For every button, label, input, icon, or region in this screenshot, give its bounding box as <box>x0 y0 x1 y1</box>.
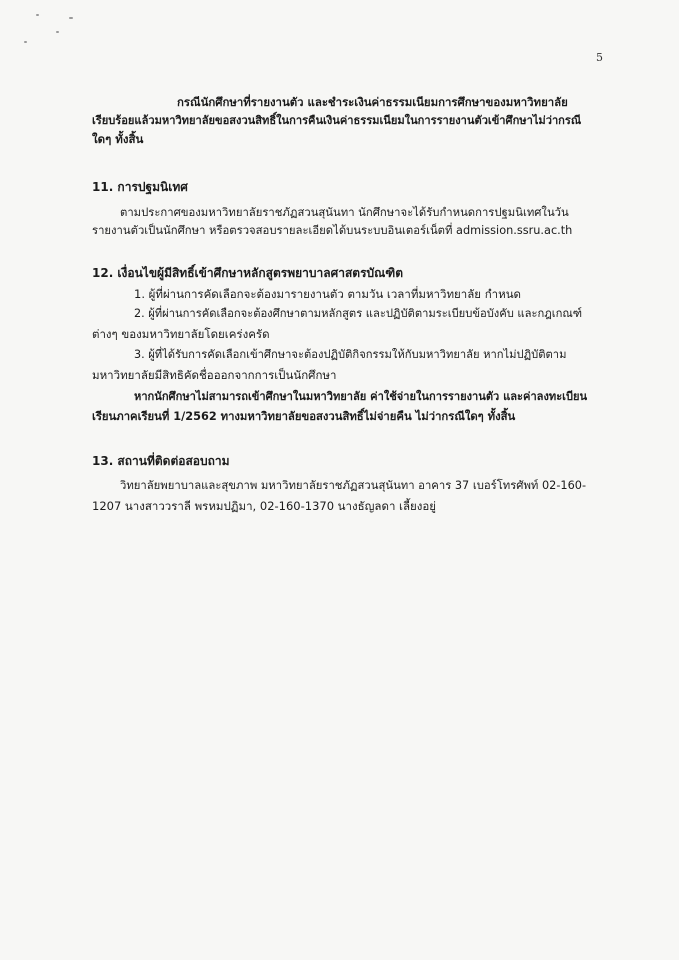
section-13-line-2: 1207 นางสาววราลี พรหมปฏิมา, 02-160-1370 นางธัญลดา เลี้ยงอยู่ <box>92 499 437 513</box>
scan-speck <box>69 17 73 19</box>
intro-line-1: กรณีนักศึกษาที่รายงานตัว และชำระเงินค่าธรรมเนียมการศึกษาของมหาวิทยาลัย <box>177 95 568 109</box>
section-12-item-1: 1. ผู้ที่ผ่านการคัดเลือกจะต้องมารายงานตัว ตามวัน เวลาที่มหาวิทยาลัย กำหนด <box>134 287 522 301</box>
section-13-line-1: วิทยาลัยพยาบาลและสุขภาพ มหาวิทยาลัยราชภัฏสวนสุนันทา อาคาร 37 เบอร์โทรศัพท์ 02-160- <box>120 479 587 492</box>
scan-speck <box>36 14 39 16</box>
section-12-item-2-line-2: ต่างๆ ของมหาวิทยาลัยโดยเคร่งครัด <box>92 327 270 341</box>
intro-line-2: เรียบร้อยแล้วมหาวิทยาลัยขอสงวนสิทธิ์ในการคืนเงินค่าธรรมเนียมในการรายงานตัวเข้าศึกษาไม่ว่ากรณี <box>92 114 582 127</box>
section-12-heading: 12. เงื่อนไขผู้มีสิทธิ์เข้าศึกษาหลักสูตรพยาบาลศาสตรบัณฑิต <box>92 266 404 280</box>
scan-speck <box>24 41 27 43</box>
intro-line-3: ใดๆ ทั้งสิ้น <box>92 132 144 146</box>
section-12-item-3-line-1: 3. ผู้ที่ได้รับการคัดเลือกเข้าศึกษาจะต้องปฏิบัติกิจกรรมให้กับมหาวิทยาลัย หากไม่ปฏิบัติตาม <box>134 348 567 361</box>
section-12-item-3-line-2: มหาวิทยาลัยมีสิทธิคัดชื่อออกจากการเป็นนักศึกษา <box>92 368 337 382</box>
section-11-line-1: ตามประกาศของมหาวิทยาลัยราชภัฏสวนสุนันทา นักศึกษาจะได้รับกำหนดการปฐมนิเทศในวัน <box>120 206 569 219</box>
page-number: 5 <box>596 51 603 64</box>
section-11-line-2: รายงานตัวเป็นนักศึกษา หรือตรวจสอบรายละเอียดได้บนระบบอินเตอร์เน็ตที่ admission.ssru.ac.th <box>92 224 573 237</box>
section-12-item-2-line-1: 2. ผู้ที่ผ่านการคัดเลือกจะต้องศึกษาตามหลักสูตร และปฏิบัติตามระเบียบข้อบังคับ และกฎเกณฑ์ <box>134 307 583 320</box>
section-11-heading: 11. การปฐมนิเทศ <box>92 180 188 194</box>
section-12-note-line-2: เรียนภาคเรียนที่ 1/2562 ทางมหาวิทยาลัยขอสงวนสิทธิ์ไม่จ่ายคืน ไม่ว่ากรณีใดๆ ทั้งสิ้น <box>92 410 516 423</box>
section-12-note-line-1: หากนักศึกษาไม่สามารถเข้าศึกษาในมหาวิทยาลัย ค่าใช้จ่ายในการรายงานตัว และค่าลงทะเบียน <box>134 390 588 403</box>
section-13-heading: 13. สถานที่ติดต่อสอบถาม <box>92 454 230 468</box>
scan-speck <box>56 31 59 33</box>
